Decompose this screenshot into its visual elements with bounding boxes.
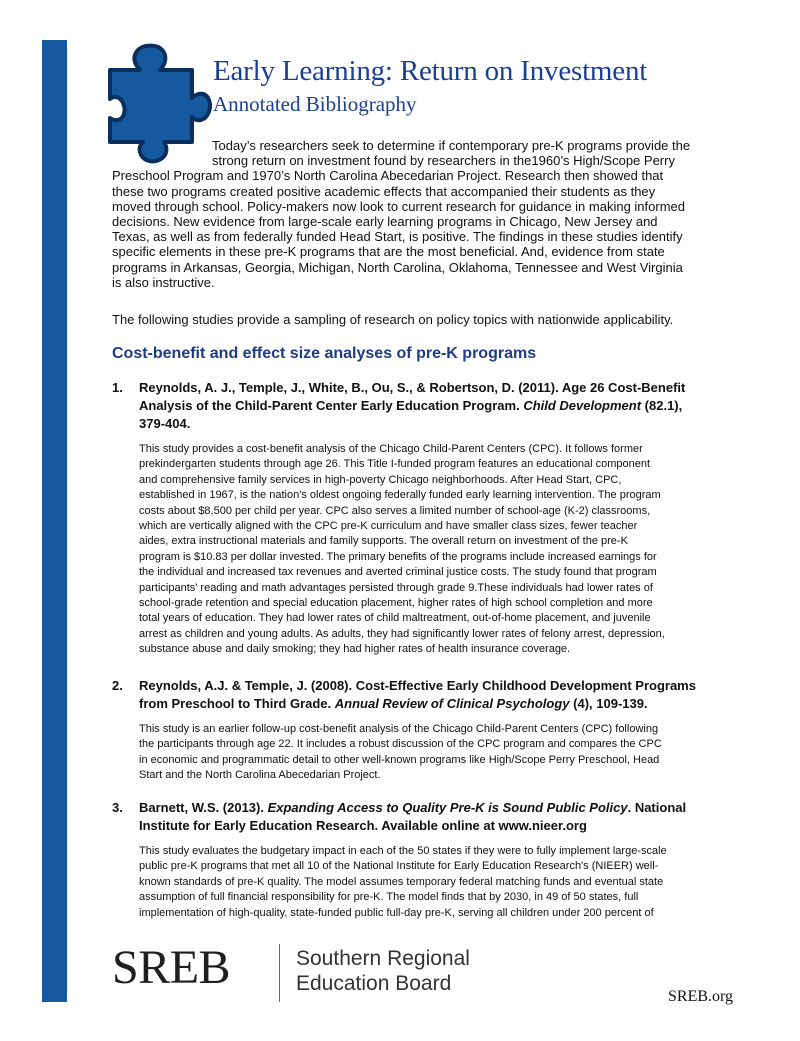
section-heading: Cost-benefit and effect size analyses of pre-K programs (112, 345, 537, 362)
citation-text: (4), 109-139. (569, 696, 648, 711)
description-line: assumption of full financial responsibility for pre-K. The model finds that by 2030, in 49 of 50 states, full (139, 891, 639, 904)
description-line: This study evaluates the budgetary impact in each of the 50 states if they were to fully implement large-scale (139, 845, 667, 857)
description-line: substance abuse and daily smoking; they had higher rates of health insurance coverage. (139, 643, 571, 656)
intro-line: decisions. New evidence from large-scale early learning programs in Chicago, New Jersey and (112, 214, 658, 230)
description-line: program is $10.83 per dollar invested. The primary benefits of the programs include increased earnings for (139, 550, 657, 563)
description-line: Start and the North Carolina Abecedarian Project. (139, 769, 381, 782)
bibliography-entry-1 (112, 379, 724, 658)
description-line: which are vertically aligned with the CPC pre-K curriculum and have smaller class sizes, fewer teacher (139, 520, 638, 533)
entry-description (139, 442, 724, 658)
citation-text: (82.1), (641, 398, 683, 413)
citation-text: Analysis of the Child-Parent Center Early Education Program. (139, 398, 524, 413)
description-line: established in 1967, is the nation's oldest ongoing federally funded early learning intervention. The program (139, 489, 661, 502)
logo-divider (279, 944, 280, 1002)
entry-description (139, 722, 724, 784)
citation-text: Reynolds, A.J. & Temple, J. (2008). Cost-Effective Early Childhood Development Programs (139, 678, 696, 693)
intro-line: is also instructive. (112, 274, 215, 290)
entry-number: 2. (112, 678, 123, 693)
description-line: in economic and programmatic detail to other well-known programs like High/Scope Perry Preschool, Head (139, 753, 660, 766)
citation-line (139, 415, 724, 433)
description-line: This study provides a cost-benefit analysis of the Chicago Child-Parent Centers (CPC). It follows former (139, 443, 643, 455)
citation-journal-title: Child Development (523, 398, 642, 413)
entry-description (139, 844, 724, 921)
intro-paragraph (112, 138, 710, 290)
description-line: aides, extra instructional materials and family supports. The overall return on investment of the pre-K (139, 535, 628, 548)
description-line: participants' reading and math advantages persisted through grade 9.These individuals had lower rates of (139, 581, 653, 594)
bibliography-entry-3 (112, 799, 724, 921)
citation-text: Barnett, W.S. (2013). (139, 800, 268, 815)
citation-line (139, 379, 724, 397)
description-line: the individual and increased tax revenues and averted criminal justice costs. The study found that program (139, 566, 657, 579)
description-line: total years of education. They had lower rates of child maltreatment, out-of-home placement, and juvenile (139, 612, 651, 625)
citation-journal-title: Expanding Access to Quality Pre-K is Sound Public Policy (267, 800, 628, 815)
citation-text: . National (627, 800, 687, 815)
description-line: This study is an earlier follow-up cost-benefit analysis of the Chicago Child-Parent Centers (CPC) following (139, 723, 659, 735)
page-title: Early Learning: Return on Investment (213, 55, 648, 87)
blue-sidebar-bar (42, 40, 67, 1002)
citation-text: Reynolds, A. J., Temple, J., White, B., Ou, S., & Robertson, D. (2011). Age 26 Cost-Benefit (139, 380, 686, 395)
description-line: prekindergarten students through age 26. This Title I-funded program features an educational component (139, 458, 651, 471)
following-studies-note: The following studies provide a sampling of research on policy topics with nationwide applicability. (112, 312, 674, 327)
intro-line: programs in Arkansas, Georgia, Michigan, North Carolina, Oklahoma, Tennessee and West Virginia (112, 259, 683, 275)
description-line: costs about $8,500 per child per year. CPC also serves a limited number of school-age (K-2) classrooms, (139, 504, 651, 517)
description-line: public pre-K programs that met all 10 of the National Institute for Early Education Research's (NIEER) well- (139, 860, 659, 873)
citation-line (139, 817, 724, 835)
org-name-line: Southern Regional (296, 947, 470, 970)
intro-line: Preschool Program and 1970’s North Carolina Abecedarian Project. Research then showed that (112, 168, 664, 184)
bibliography-entry-2 (112, 677, 724, 784)
entry-number: 1. (112, 380, 123, 395)
intro-line: Texas, as well as from federally funded Head Start, is positive. The findings in these studies identify (112, 229, 683, 245)
citation-line (139, 397, 724, 415)
citation-text: from Preschool to Third Grade. (139, 696, 335, 711)
sreb-logo: SREB (112, 941, 231, 994)
org-name-line: Education Board (296, 972, 452, 995)
description-line: the participants through age 22. It includes a robust discussion of the CPC program and compares the CPC (139, 738, 662, 751)
entry-citation (139, 799, 724, 835)
description-line: implementation of high-quality, state-funded public full-day pre-K, serving all children under 200 percent of (139, 906, 654, 919)
description-line: known standards of pre-K quality. The model assumes temporary federal matching funds and eventual state (139, 875, 664, 888)
citation-text: Institute for Early Education Research. Available online at www.nieer.org (139, 818, 587, 833)
intro-line: Today’s researchers seek to determine if contemporary pre-K programs provide the (212, 138, 691, 153)
website-link[interactable]: SREB.org (668, 988, 734, 1005)
description-line: arrest as children and young adults. As adults, they had significantly lower rates of felony arrest, depression, (139, 627, 665, 640)
citation-line (139, 695, 724, 713)
description-line: and comprehensive family services in high-poverty Chicago neighborhoods. After Head Start, CPC, (139, 473, 622, 486)
page-subtitle: Annotated Bibliography (213, 92, 417, 116)
intro-line: strong return on investment found by researchers in the1960’s High/Scope Perry (212, 153, 675, 169)
intro-line: these two programs created positive academic effects that accompanied their students as they (112, 183, 656, 199)
entry-citation (139, 379, 724, 433)
citation-journal-title: Annual Review of Clinical Psychology (334, 696, 570, 711)
citation-line (139, 799, 724, 817)
description-line: school-grade retention and special education placement, higher rates of high school completion and more (139, 597, 653, 610)
intro-line: moved through school. Policy-makers now look to current research for guidance in making informed (112, 198, 685, 214)
entry-number: 3. (112, 800, 123, 815)
organization-name (296, 946, 470, 996)
intro-line: specific elements in these pre-K programs that are the most beneficial. And, evidence from state (112, 244, 665, 260)
citation-text: 379-404. (139, 416, 191, 431)
citation-line (139, 677, 724, 695)
entry-citation (139, 677, 724, 713)
